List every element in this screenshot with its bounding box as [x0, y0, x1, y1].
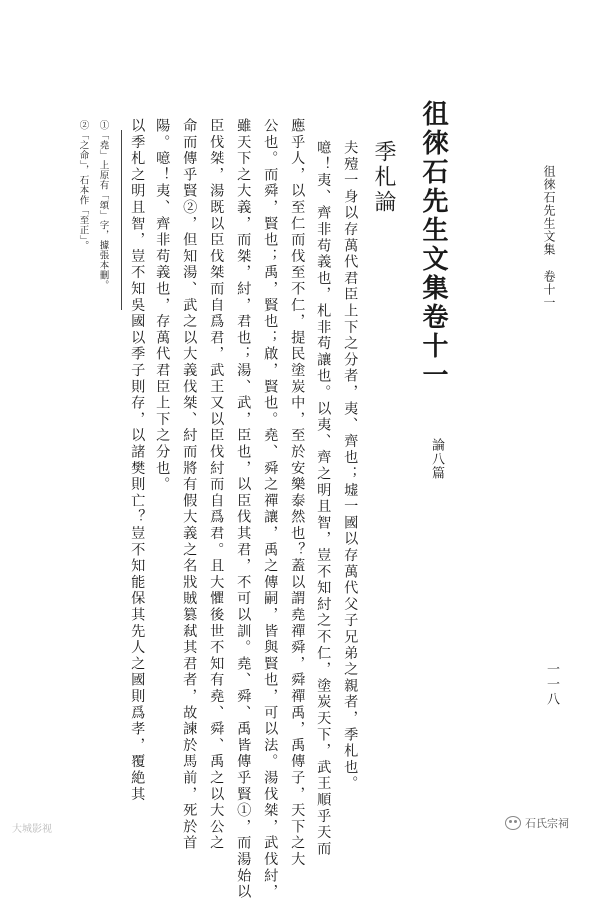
body-line-4: 公也。而舜，賢也；禹，賢也；啟，賢也。堯、舜之禪讓，禹之傳嗣，皆與賢也，可以法。湯伐桀，武伐紂， — [262, 118, 279, 900]
essay-title: 季札論 — [371, 140, 396, 215]
body-line-1: 夫殪一身以存萬代君臣上下之分者，夷、齊也；墟一國以存萬代父子兄弟之親者，季札也。 — [342, 140, 359, 792]
body-line-6: 臣伐桀，湯既以臣伐桀而自爲君，武王又以臣伐紂而自爲君。且大懼後世不知有堯、舜、禹之以大公之 — [208, 118, 225, 852]
body-line-8: 陽。噫！夷、齊非苟義也，存萬代君臣上下之分也。 — [154, 118, 171, 493]
body-line-9: 以季札之明且智，豈不知吳國以季子則存，以諸樊則亡？豈不知能保其先人之國則爲孝，覆絶其 — [129, 118, 146, 803]
wechat-icon — [505, 816, 521, 830]
page-number: 一一八 — [544, 662, 559, 707]
watermark-left: 大城影视 — [12, 824, 52, 835]
page-title: 徂徠石先生文集卷十一 — [418, 100, 448, 390]
running-head-book: 徂徠石先生文集 — [542, 165, 556, 256]
body-line-7: 命而傳乎賢②，但知湯、武之以大義伐桀、紂而將有假大義之名戕賊篡弒其君者，故諫於馬前，死於首 — [181, 118, 198, 852]
notes-divider — [121, 130, 122, 310]
body-line-2: 噫！夷、齊非苟義也，札非苟讓也。以夷、齊之明且智，豈不知紂之不仁，塗炭天下，武王順乎天而 — [315, 140, 332, 858]
body-line-3: 應乎人，以至仁而伐至不仁，提民塗炭中，至於安樂泰然也？蓋以謂堯禪舜，舜禪禹，禹傳子，天下之大 — [289, 118, 306, 868]
running-head-volume: 卷十一 — [542, 270, 556, 309]
running-head — [543, 165, 555, 309]
watermark-right-text: 石氏宗祠 — [525, 817, 569, 830]
watermark-right — [505, 815, 569, 831]
body-line-5: 雖天下之大義，而桀，紂，君也；湯、武，臣也，以臣伐其君，不可以訓。堯、舜、禹皆傳乎賢①，而湯始以 — [235, 118, 252, 900]
footnote-1: ①「堯」上原有「頌」字，據張本刪。 — [97, 120, 109, 290]
page-subtitle: 論八篇 — [429, 438, 444, 480]
footnote-2: ②「之命」，石本作「至正」。 — [77, 120, 89, 251]
